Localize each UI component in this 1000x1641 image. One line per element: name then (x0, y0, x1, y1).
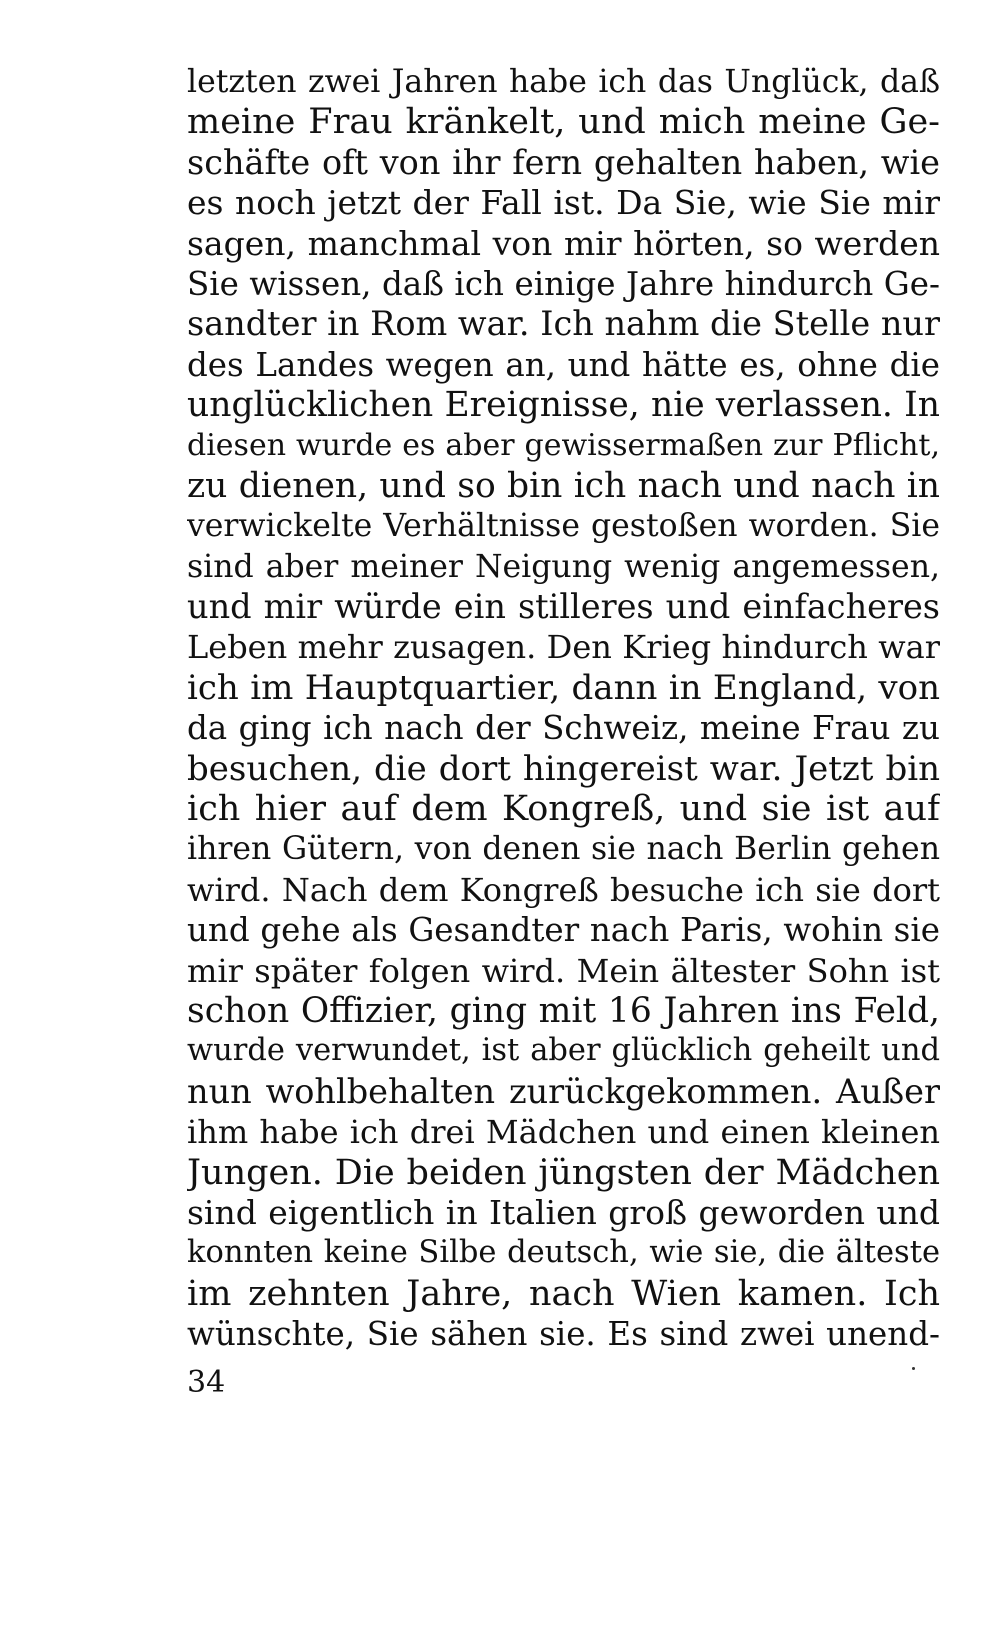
text-line: konnten keine Silbe deutsch, wie sie, die älteste (187, 1235, 940, 1271)
text-line: ich im Hauptquartier, dann in England, von (187, 667, 940, 708)
text-line: meine Frau kränkelt, und mich meine Ge- (187, 102, 940, 143)
text-line: es noch jetzt der Fall ist. Da Sie, wie Sie mir (187, 183, 940, 223)
text-line: sandter in Rom war. Ich nahm die Stelle nur (187, 304, 940, 344)
text-line: Leben mehr zusagen. Den Krieg hindurch war (187, 628, 940, 667)
text-line: sagen, manchmal von mir hörten, so werden (187, 223, 940, 263)
page-number: 34 (187, 1365, 226, 1400)
text-line: diesen wurde es aber gewissermaßen zur Pflicht, (187, 427, 940, 463)
text-line: sind aber meiner Neigung wenig angemessen, (187, 548, 940, 585)
text-line: da ging ich nach der Schweiz, meine Frau zu (187, 709, 940, 748)
text-line: mir später folgen wird. Mein ältester Sohn ist (187, 951, 940, 990)
text-line: sind eigentlich in Italien groß geworden und (187, 1192, 940, 1232)
text-line: ihren Gütern, von denen sie nach Berlin gehen (187, 831, 940, 868)
text-line: ihm habe ich drei Mädchen und einen kleinen (187, 1113, 940, 1152)
text-line: wurde verwundet, ist aber glücklich geheilt und (187, 1033, 940, 1069)
text-line: Jungen. Die beiden jüngsten der Mädchen (187, 1152, 940, 1193)
text-line: nun wohlbehalten zurückgekommen. Außer (187, 1071, 940, 1111)
text-line: ich hier auf dem Kongreß, und sie ist auf (187, 789, 940, 830)
text-line: schon Offizier, ging mit 16 Jahren ins Feld, (187, 990, 940, 1031)
text-line: wünschte, Sie sähen sie. Es sind zwei unend- (187, 1315, 940, 1354)
text-line: wird. Nach dem Kongreß besuche ich sie dort (187, 870, 940, 909)
text-line: schäfte oft von ihr fern gehalten haben, wie (187, 142, 940, 182)
print-speck (912, 1367, 915, 1370)
text-line: letzten zwei Jahren habe ich das Unglück, daß (187, 64, 940, 100)
text-line: im zehnten Jahre, nach Wien kamen. Ich (187, 1273, 940, 1314)
text-line: des Landes wegen an, und hätte es, ohne die (187, 345, 940, 384)
text-line: unglücklichen Ereignisse, nie verlassen. In (187, 385, 940, 426)
text-line: besuchen, die dort hingereist war. Jetzt bin (187, 748, 940, 789)
text-line: und gehe als Gesandter nach Paris, wohin sie (187, 911, 940, 950)
text-line: verwickelte Verhältnisse gestoßen worden. Sie (187, 508, 940, 545)
text-line: zu dienen, und so bin ich nach und nach in (187, 465, 940, 506)
text-line: Sie wissen, daß ich einige Jahre hindurch Ge- (187, 264, 940, 303)
body-text (187, 62, 940, 1355)
text-line: und mir würde ein stilleres und einfacheres (187, 587, 940, 627)
